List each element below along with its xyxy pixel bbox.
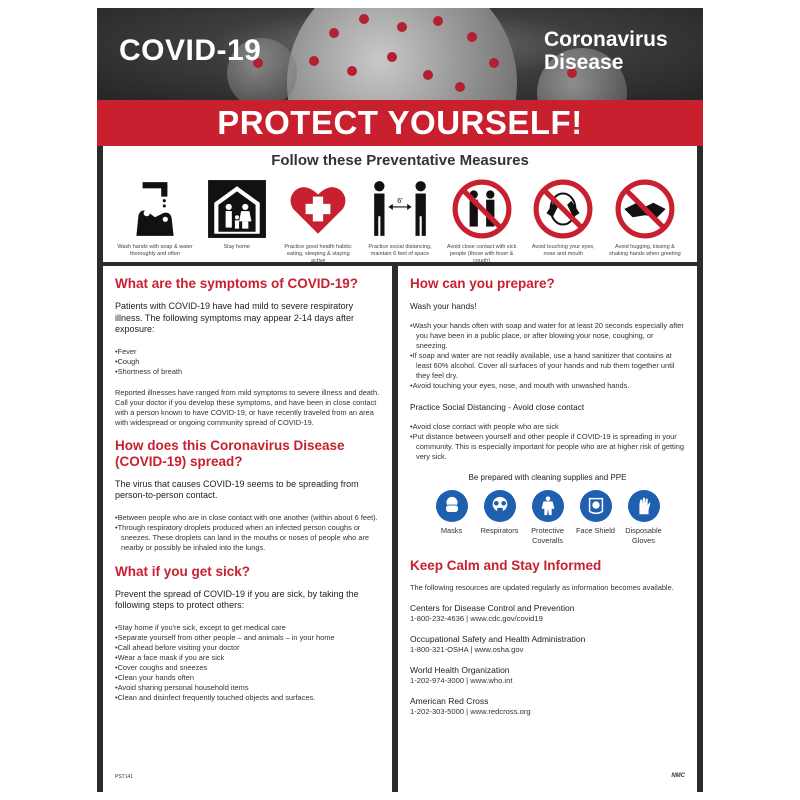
list-item: • Avoid close contact with people who are sick (410, 422, 685, 432)
stay-home-icon (206, 178, 268, 240)
spread-lead: The virus that causes COVID-19 seems to be spreading from person-to-person contact. (115, 478, 359, 500)
wash-hands-subheading: Wash your hands! (410, 301, 477, 311)
resource-redcross: American Red Cross 1-202-303-5000 | www.redcross.org (410, 696, 531, 716)
list-item: • Fever (115, 347, 380, 357)
list-item: • Avoid touching your eyes, nose, and mouth with unwashed hands. (410, 381, 685, 391)
distancing-subheading: Practice Social Distancing - Avoid close contact (410, 402, 585, 412)
ppe-item: Protective Coveralls (526, 490, 570, 546)
measure-item: Avoid touching your eyes, nose and mouth (525, 178, 601, 260)
no-close-contact-icon (451, 178, 513, 240)
heart-health-icon (287, 178, 349, 240)
resource-osha: Occupational Safety and Health Administration 1-800-321-OSHA | www.osha.gov (410, 634, 586, 654)
measure-item: 6' Practice social distancing, maintain 6 feet of space (362, 178, 438, 260)
preventative-measures (103, 146, 697, 262)
resource-who: World Health Organization 1-202-974-3000 | www.who.int (410, 665, 513, 685)
handwashing-icon (124, 178, 186, 240)
list-item: • Wash your hands often with soap and water for at least 20 seconds especially after you have been in a public place, or after blowing your nose, coughing, or sneezing. (410, 321, 685, 351)
list-item: • Cough (115, 357, 380, 367)
list-item: • Clean your hands often (115, 673, 380, 683)
list-item: • Shortness of breath (115, 367, 380, 377)
product-code: PST141 (115, 774, 134, 780)
list-item: • Through respiratory droplets produced when an infected person coughs or sneezes. These droplets can land in the mouths or noses of people who are nearby or possibly be inhaled into the lungs. (115, 523, 380, 553)
informed-heading: Keep Calm and Stay Informed (410, 558, 602, 573)
mask-icon (441, 495, 463, 517)
symptoms-heading: What are the symptoms of COVID-19? (115, 276, 359, 291)
resource-cdc: Centers for Disease Control and Prevention 1-800-232-4636 | www.cdc.gov/covid19 (410, 603, 575, 623)
measure-item: Wash hands with soap & water thoroughly and often (117, 178, 193, 260)
header-title: COVID-19 (119, 34, 262, 67)
sick-lead: Prevent the spread of COVID-19 if you are sick, by taking the following steps to protect others: (115, 588, 359, 610)
list-item: • Wear a face mask if you are sick (115, 653, 380, 663)
wash-list (410, 321, 685, 391)
list-item: • Avoid sharing personal household items (115, 683, 380, 693)
ppe-item: Respirators (478, 490, 522, 546)
sick-list (115, 623, 380, 703)
gloves-icon (633, 495, 655, 517)
measure-item: Avoid hugging, kissing & shaking hands when greeting (607, 178, 683, 260)
list-item: • Between people who are in close contact with one another (within about 6 feet). (115, 513, 380, 523)
brand-logo: NMC (671, 773, 685, 779)
ppe-item: Face Shield (574, 490, 618, 546)
no-handshake-icon (614, 178, 676, 240)
ppe-item: Disposable Gloves (622, 490, 666, 546)
header-image (97, 8, 703, 100)
informed-intro: The following resources are updated regularly as information becomes available. (410, 583, 674, 592)
coverall-icon (537, 495, 559, 517)
spread-heading: How does this Coronavirus Disease (COVID-19) spread? (115, 437, 345, 469)
list-item: • Cover coughs and sneezes (115, 663, 380, 673)
no-face-touch-icon (532, 178, 594, 240)
distancing-list (410, 422, 685, 462)
prepare-heading: How can you prepare? (410, 276, 555, 291)
measure-item: Stay home (199, 178, 275, 260)
header-subtitle: Coronavirus Disease (544, 28, 668, 74)
list-item: • Separate yourself from other people – and animals – in your home (115, 633, 380, 643)
symptoms-lead: Patients with COVID-19 have had mild to severe respiratory illness. The following symptoms may appear 2-14 days after exposure: (115, 301, 354, 334)
measure-item: Practice good health habits: eating, sleeping & staying active (280, 178, 356, 260)
measure-item: Avoid close contact with sick people (those with fever & cough) (444, 178, 520, 260)
ppe-item: Masks (430, 490, 474, 546)
measures-title: Follow these Preventative Measures (271, 152, 529, 169)
left-column (103, 266, 392, 794)
list-item: • If soap and water are not readily available, use a hand sanitizer that contains at least 60% alcohol. Cover all surfaces of your hands and rub them together until they feel dry. (410, 351, 685, 381)
list-item: • Stay home if you're sick, except to get medical care (115, 623, 380, 633)
face-shield-icon (585, 495, 607, 517)
protect-banner: PROTECT YOURSELF! (97, 100, 703, 146)
spread-list (115, 513, 380, 553)
social-distance-icon (369, 178, 431, 240)
list-item: • Put distance between yourself and other people if COVID-19 is spreading in your community. This is especially important for people who are at higher risk of getting very sick. (410, 432, 685, 462)
symptoms-list (115, 347, 380, 377)
list-item: • Call ahead before visiting your doctor (115, 643, 380, 653)
svg-text:6': 6' (397, 195, 403, 205)
right-column (398, 266, 697, 794)
sick-heading: What if you get sick? (115, 563, 251, 579)
respirator-icon (489, 495, 511, 517)
ppe-title: Be prepared with cleaning supplies and PPE (468, 473, 627, 482)
poster (97, 8, 703, 792)
list-item: • Clean and disinfect frequently touched objects and surfaces. (115, 693, 380, 703)
ppe-row (410, 490, 685, 546)
symptoms-para: Reported illnesses have ranged from mild symptoms to severe illness and death. Call your doctor if you develop these symptoms, and have been in close contact with a person known to have COVID-19, or have recently traveled from an area with widespread or ongoing community spread of COVID-19. (115, 387, 380, 427)
